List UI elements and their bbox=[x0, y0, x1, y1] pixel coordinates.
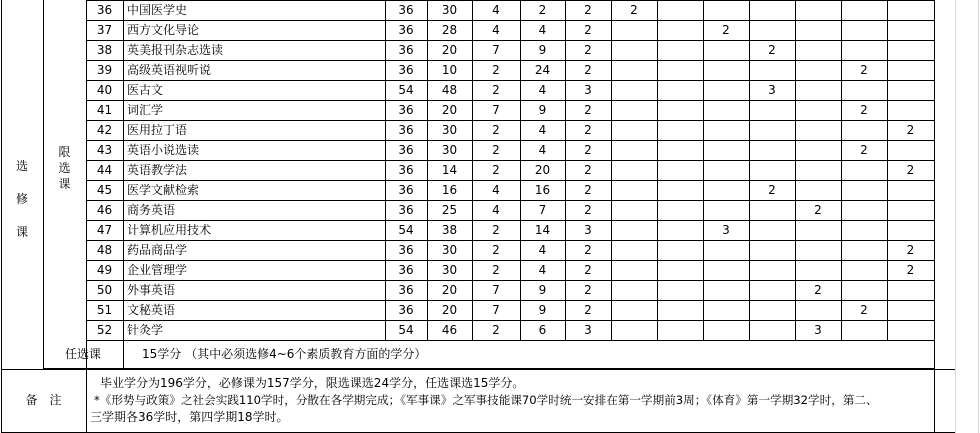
lecture-hours: 10 bbox=[441, 63, 458, 77]
course-name: 词汇学 bbox=[127, 103, 164, 117]
lecture-hours: 25 bbox=[441, 203, 458, 217]
sheet-gridline bbox=[955, 0, 956, 433]
course-name: 中国医学史 bbox=[127, 3, 188, 17]
practice-hours: 2 bbox=[492, 223, 500, 237]
lecture-hours: 20 bbox=[441, 303, 458, 317]
course-name: 商务英语 bbox=[127, 203, 176, 217]
course-number: 40 bbox=[96, 83, 113, 97]
total-hours: 54 bbox=[398, 323, 414, 337]
self-study-hours: 6 bbox=[538, 323, 547, 337]
sheet-gridline bbox=[978, 0, 979, 433]
self-study-hours: 9 bbox=[538, 43, 547, 57]
credits: 2 bbox=[584, 203, 592, 217]
total-hours: 36 bbox=[398, 63, 414, 77]
total-hours: 36 bbox=[398, 203, 414, 217]
course-name: 高级英语视听说 bbox=[127, 63, 212, 77]
course-number: 51 bbox=[96, 303, 113, 317]
credits: 2 bbox=[584, 303, 592, 317]
self-study-hours: 2 bbox=[538, 3, 547, 17]
course-number: 52 bbox=[96, 323, 113, 337]
course-name: 英语小说选读 bbox=[127, 143, 200, 157]
course-name: 文秘英语 bbox=[127, 303, 176, 317]
credits: 2 bbox=[584, 63, 592, 77]
credits: 2 bbox=[584, 23, 592, 37]
course-number: 46 bbox=[96, 203, 113, 217]
course-name: 外事英语 bbox=[127, 283, 176, 297]
self-study-hours: 4 bbox=[538, 23, 547, 37]
self-study-hours: 4 bbox=[538, 143, 547, 157]
credits: 3 bbox=[584, 323, 592, 337]
course-number: 48 bbox=[96, 243, 113, 257]
course-number: 49 bbox=[96, 263, 113, 277]
course-name: 英语教学法 bbox=[127, 163, 188, 177]
practice-hours: 4 bbox=[492, 183, 500, 197]
total-hours: 36 bbox=[398, 163, 414, 177]
credits: 2 bbox=[584, 43, 592, 57]
total-hours: 36 bbox=[398, 143, 414, 157]
category-label: 选 修 课 bbox=[15, 159, 28, 239]
course-name: 西方文化导论 bbox=[127, 23, 200, 37]
lecture-hours: 30 bbox=[441, 3, 458, 17]
self-study-hours: 4 bbox=[538, 243, 547, 257]
total-hours: 36 bbox=[398, 243, 414, 257]
course-number: 47 bbox=[96, 223, 113, 237]
remarks-line-2: *《形势与政策》之社会实践110学时，分散在各学期完成；《军事课》之军事技能课70学时统一安排在第一学期前3周；《体育》第一学期32学时，第二、 bbox=[94, 393, 878, 407]
lecture-hours: 30 bbox=[441, 123, 458, 137]
v-border bbox=[703, 0, 704, 340]
course-number: 37 bbox=[96, 23, 113, 37]
practice-hours: 7 bbox=[492, 43, 500, 57]
term-hours: 2 bbox=[860, 103, 868, 117]
total-hours: 36 bbox=[398, 303, 414, 317]
practice-hours: 2 bbox=[492, 243, 500, 257]
v-border bbox=[841, 0, 842, 340]
v-border bbox=[611, 0, 612, 340]
term-hours: 2 bbox=[906, 123, 915, 137]
lecture-hours: 38 bbox=[441, 223, 458, 237]
lecture-hours: 30 bbox=[441, 143, 458, 157]
free-elective-label: 任选课 bbox=[64, 347, 101, 361]
total-hours: 36 bbox=[398, 123, 414, 137]
total-hours: 36 bbox=[398, 43, 414, 57]
practice-hours: 2 bbox=[492, 163, 500, 177]
term-hours: 2 bbox=[814, 283, 822, 297]
course-name: 医古文 bbox=[127, 83, 164, 97]
total-hours: 36 bbox=[398, 103, 414, 117]
credits: 2 bbox=[584, 3, 592, 17]
course-name: 医用拉丁语 bbox=[127, 123, 188, 137]
term-hours: 2 bbox=[768, 183, 776, 197]
credits: 2 bbox=[584, 163, 592, 177]
practice-hours: 2 bbox=[492, 323, 500, 337]
free-elective-text: 15学分 （其中必须选修4~6个素质教育方面的学分） bbox=[142, 347, 427, 361]
credits: 2 bbox=[584, 283, 592, 297]
self-study-hours: 9 bbox=[538, 103, 547, 117]
v-border bbox=[657, 0, 658, 340]
credits: 2 bbox=[584, 123, 592, 137]
total-hours: 54 bbox=[398, 223, 414, 237]
course-name: 医学文献检索 bbox=[127, 183, 200, 197]
term-hours: 2 bbox=[906, 243, 915, 257]
total-hours: 36 bbox=[398, 283, 414, 297]
subcategory-label: 限 选 课 bbox=[58, 145, 71, 191]
self-study-hours: 7 bbox=[538, 203, 547, 217]
course-number: 36 bbox=[96, 3, 113, 17]
self-study-hours: 4 bbox=[538, 123, 547, 137]
practice-hours: 4 bbox=[492, 203, 500, 217]
section-divider bbox=[1, 369, 955, 370]
lecture-hours: 20 bbox=[441, 283, 458, 297]
course-number: 39 bbox=[96, 63, 113, 77]
lecture-hours: 48 bbox=[441, 83, 458, 97]
term-hours: 2 bbox=[722, 23, 730, 37]
term-hours: 2 bbox=[630, 3, 638, 17]
self-study-hours: 16 bbox=[534, 183, 551, 197]
practice-hours: 2 bbox=[492, 63, 500, 77]
practice-hours: 2 bbox=[492, 83, 500, 97]
practice-hours: 4 bbox=[492, 23, 500, 37]
self-study-hours: 20 bbox=[534, 163, 551, 177]
course-number: 38 bbox=[96, 43, 113, 57]
lecture-hours: 20 bbox=[441, 103, 458, 117]
credits: 2 bbox=[584, 243, 592, 257]
total-hours: 36 bbox=[398, 3, 414, 17]
practice-hours: 7 bbox=[492, 283, 500, 297]
course-name: 企业管理学 bbox=[127, 263, 188, 277]
term-hours: 2 bbox=[860, 303, 868, 317]
lecture-hours: 30 bbox=[441, 243, 458, 257]
course-number: 41 bbox=[96, 103, 113, 117]
self-study-hours: 9 bbox=[538, 283, 547, 297]
practice-hours: 2 bbox=[492, 143, 500, 157]
practice-hours: 4 bbox=[492, 3, 500, 17]
remarks-line-1: 毕业学分为196学分，必修课为157学分，限选课选24学分，任选课选15学分。 bbox=[100, 376, 525, 390]
credits: 3 bbox=[584, 223, 592, 237]
remarks-label: 备 注 bbox=[25, 393, 62, 407]
self-study-hours: 9 bbox=[538, 303, 547, 317]
credits: 2 bbox=[584, 103, 592, 117]
course-number: 44 bbox=[96, 163, 113, 177]
total-hours: 54 bbox=[398, 83, 414, 97]
practice-hours: 7 bbox=[492, 103, 500, 117]
credits: 2 bbox=[584, 183, 592, 197]
course-number: 43 bbox=[96, 143, 113, 157]
self-study-hours: 4 bbox=[538, 83, 547, 97]
course-number: 50 bbox=[96, 283, 113, 297]
credits: 2 bbox=[584, 143, 592, 157]
course-name: 英美报刊杂志选读 bbox=[127, 43, 224, 57]
lecture-hours: 16 bbox=[441, 183, 458, 197]
lecture-hours: 20 bbox=[441, 43, 458, 57]
practice-hours: 2 bbox=[492, 263, 500, 277]
self-study-hours: 14 bbox=[534, 223, 551, 237]
lecture-hours: 28 bbox=[441, 23, 458, 37]
course-number: 45 bbox=[96, 183, 113, 197]
row-line bbox=[86, 340, 935, 341]
total-hours: 36 bbox=[398, 183, 414, 197]
lecture-hours: 30 bbox=[441, 263, 458, 277]
term-hours: 2 bbox=[860, 63, 868, 77]
term-hours: 3 bbox=[722, 223, 730, 237]
practice-hours: 2 bbox=[492, 123, 500, 137]
credits: 3 bbox=[584, 83, 592, 97]
credits: 2 bbox=[584, 263, 592, 277]
total-hours: 36 bbox=[398, 263, 414, 277]
practice-hours: 7 bbox=[492, 303, 500, 317]
self-study-hours: 4 bbox=[538, 263, 547, 277]
v-border bbox=[123, 0, 124, 340]
lecture-hours: 14 bbox=[441, 163, 458, 177]
term-hours: 2 bbox=[906, 163, 915, 177]
term-hours: 2 bbox=[768, 43, 776, 57]
self-study-hours: 24 bbox=[534, 63, 551, 77]
term-hours: 3 bbox=[768, 83, 776, 97]
course-number: 42 bbox=[96, 123, 113, 137]
term-hours: 2 bbox=[814, 203, 822, 217]
term-hours: 2 bbox=[860, 143, 868, 157]
remarks-line-3: 三学期各36学时，第四学期18学时。 bbox=[90, 410, 289, 424]
total-hours: 36 bbox=[398, 23, 414, 37]
course-name: 药品商品学 bbox=[127, 243, 188, 257]
term-hours: 2 bbox=[906, 263, 915, 277]
v-border bbox=[123, 340, 124, 368]
course-name: 计算机应用技术 bbox=[127, 223, 212, 237]
course-name: 针灸学 bbox=[127, 323, 164, 337]
term-hours: 3 bbox=[814, 323, 822, 337]
lecture-hours: 46 bbox=[441, 323, 458, 337]
